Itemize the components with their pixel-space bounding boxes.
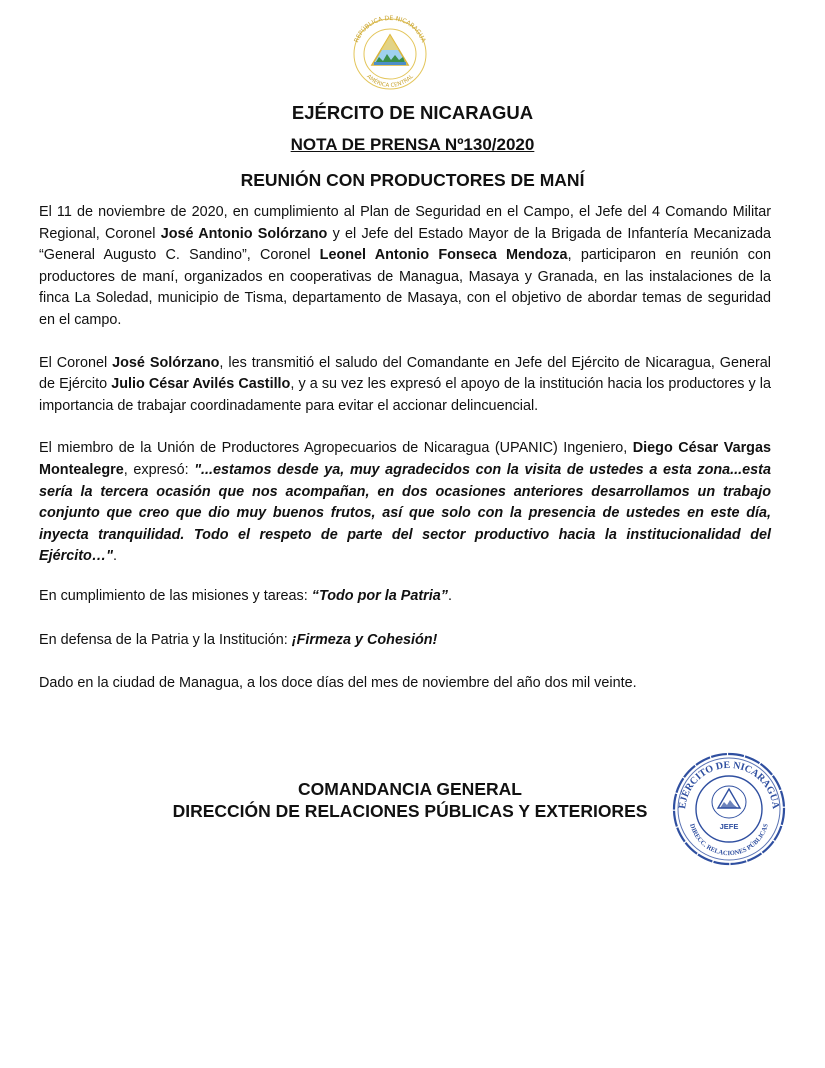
paragraph-2 <box>39 353 771 418</box>
paragraph-3 <box>39 438 771 568</box>
paragraph-5 <box>39 630 771 652</box>
closing-text: Dado en la ciudad de Managua, a los doce días del mes de noviembre del año dos mil veinte. <box>39 675 637 692</box>
text: . <box>113 548 117 565</box>
text: , y a su vez les expresó el apoyo de la institución hacia los productores y la importancia de trabajar coordinadamente para evitar el accionar delincuencial. <box>39 376 771 414</box>
text: El 11 de noviembre de 2020, en cumplimiento al Plan de Seguridad en el Campo, el Jefe del 4 Comando Militar Regional, Coronel <box>39 204 771 242</box>
signature-line-2: DIRECCIÓN DE RELACIONES PÚBLICAS Y EXTERIORES <box>172 801 648 821</box>
text: , les transmitió el saludo del Comandante en Jefe del Ejército de Nicaragua, General de Ejército <box>39 354 772 393</box>
stamp-bottom-text: DIRECC. RELACIONES PÚBLICAS <box>688 822 770 858</box>
text: En cumplimiento de las misiones y tareas: <box>39 587 312 604</box>
svg-text:AMÉRICA CENTRAL <box>365 73 415 89</box>
text: En defensa de la Patria y la Institución: <box>39 631 292 648</box>
person-name: Julio César Avilés Castillo <box>111 376 291 393</box>
person-name: Diego César Vargas Montealegre <box>39 440 771 478</box>
motto: ¡Firmeza y Cohesión! <box>291 631 438 648</box>
person-name: Leonel Antonio Fonseca Mendoza <box>319 247 568 264</box>
text: El Coronel <box>39 354 113 371</box>
text: El miembro de la Unión de Productores Agropecuarios de Nicaragua (UPANIC) Ingeniero, <box>39 440 633 457</box>
header-block <box>0 100 825 191</box>
person-name: José Solórzano <box>112 354 220 371</box>
press-note-number: NOTA DE PRENSA Nº130/2020 <box>290 135 535 154</box>
seal-ring-text: REPÚBLICA DE NICARAGUA <box>353 14 427 44</box>
quote: "...estamos desde ya, muy agradecidos con la visita de ustedes a esta zona...esta sería la tercera ocasión que nos acompañan, en dos ocasiones anteriores desarrollamos un trabajo conjunto que creo que dio muy buenos frutos, así que solo con la presencia de ustedes en este día, inyecta tranquilidad. Todo el respeto de parte del sector productivo hacia la institucionalidad del Ejército…" <box>39 461 771 565</box>
article-body <box>39 202 771 695</box>
article-title: REUNIÓN CON PRODUCTORES DE MANÍ <box>240 170 585 190</box>
coat-of-arms-seal <box>346 14 434 92</box>
paragraph-1 <box>39 202 771 332</box>
paragraph-6 <box>39 673 771 695</box>
signature-block <box>130 778 690 822</box>
text: y el Jefe del Estado Mayor de la Brigada de Infantería Mecanizada “General Augusto C. Sandino”, Coronel <box>39 225 772 264</box>
signature-line-1: COMANDANCIA GENERAL <box>298 779 522 799</box>
text: , expresó: <box>123 461 195 478</box>
stamp-center-text: JEFE <box>719 822 739 831</box>
text: , participaron en reunión con productores de maní, organizados en cooperativas de Managua, Masaya y Granada, en las instalaciones de la finca La Soledad, municipio de Tisma, departamento de Masaya, con el objetivo de abordar temas de seguridad en el campo. <box>39 247 771 328</box>
stamp-ring-text: EJÉRCITO DE NICARAGUA <box>677 759 781 810</box>
text: . <box>447 587 452 604</box>
paragraph-4 <box>39 586 771 608</box>
organization-title: EJÉRCITO DE NICARAGUA <box>291 102 534 123</box>
seal-bottom-text: AMÉRICA CENTRAL <box>365 73 415 89</box>
person-name: José Antonio Solórzano <box>160 225 328 242</box>
motto: “Todo por la Patria” <box>311 587 448 604</box>
official-stamp <box>668 750 790 868</box>
